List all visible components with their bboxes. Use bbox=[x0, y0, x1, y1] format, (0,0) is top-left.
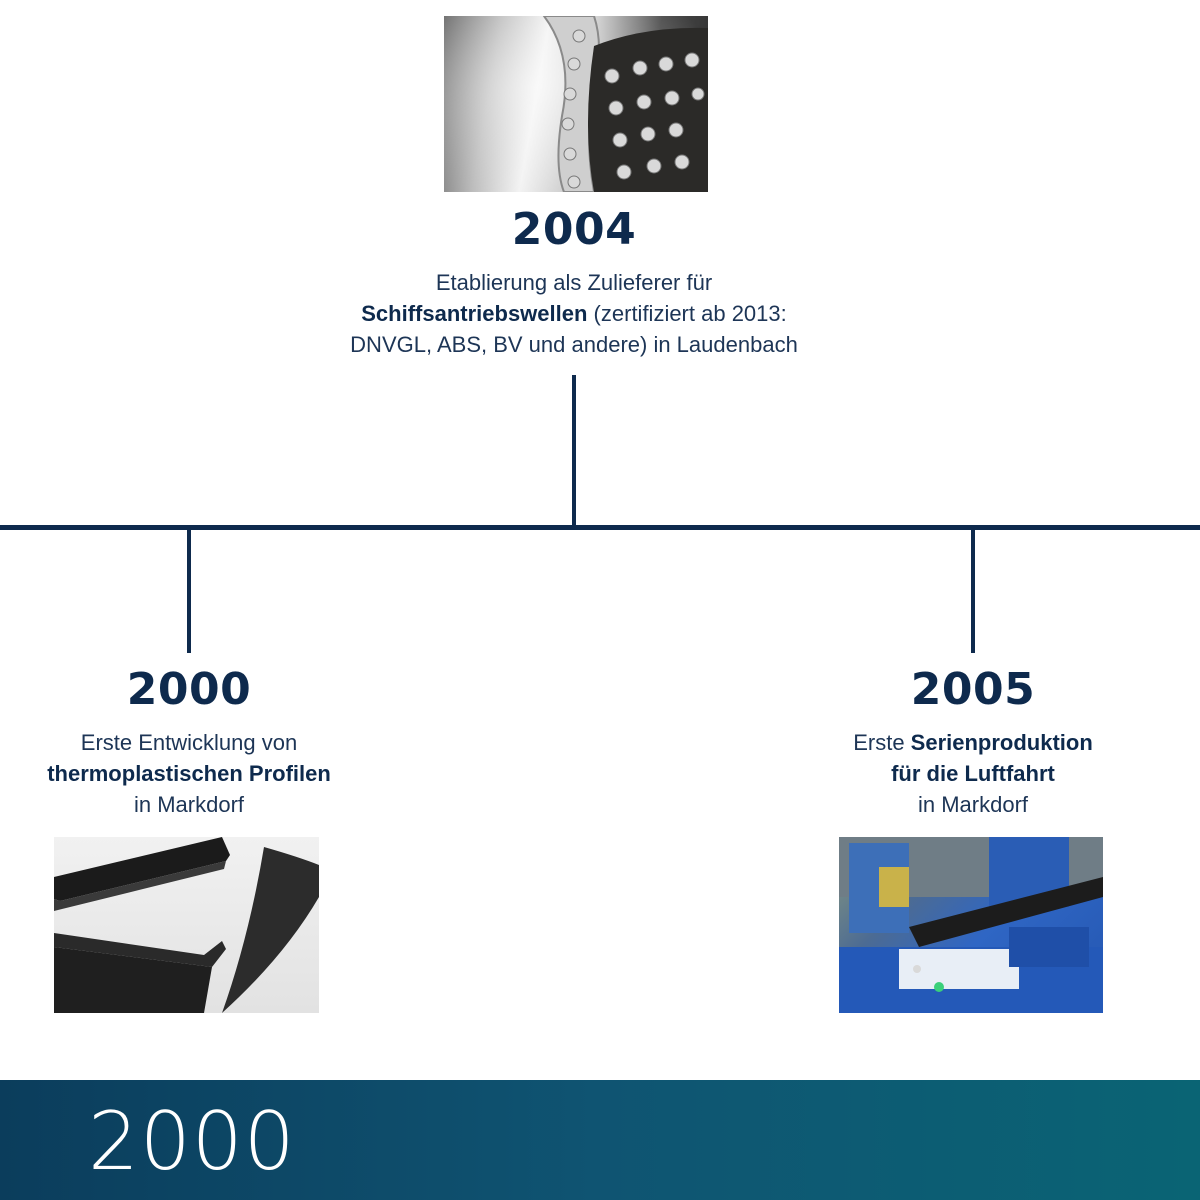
event-2005 bbox=[778, 664, 1168, 820]
connector-2000 bbox=[187, 530, 191, 653]
event-description-2004 bbox=[300, 267, 848, 360]
event-2005-highlight-1: Serienproduktion bbox=[910, 730, 1093, 755]
event-2004-line2-rest: (zertifiziert ab 2013: bbox=[587, 301, 787, 326]
event-2000-line3: in Markdorf bbox=[133, 792, 245, 817]
footer-band bbox=[0, 1080, 1200, 1200]
event-2000-line1: Erste Entwicklung von bbox=[80, 730, 298, 755]
event-year-2004: 2004 bbox=[511, 204, 637, 255]
event-2004-line1: Etablierung als Zulieferer für bbox=[435, 270, 713, 295]
timeline-axis bbox=[0, 525, 1200, 530]
connector-2005 bbox=[971, 530, 975, 653]
event-2005-highlight-2: für die Luftfahrt bbox=[891, 761, 1055, 786]
event-2000-line2 bbox=[0, 758, 378, 789]
connector-2004 bbox=[572, 375, 576, 527]
thermoplastic-profiles-photo bbox=[54, 837, 319, 1013]
event-year-2000: 2000 bbox=[126, 664, 252, 715]
event-2000 bbox=[0, 664, 378, 820]
event-2000-highlight: thermoplastischen Profilen bbox=[47, 761, 331, 786]
event-description-2005 bbox=[778, 727, 1168, 820]
event-2005-line1-plain: Erste bbox=[853, 730, 911, 755]
event-description-2000 bbox=[0, 727, 378, 820]
event-2004-highlight: Schiffsantriebswellen bbox=[361, 301, 588, 326]
event-2004-line2 bbox=[300, 298, 848, 329]
event-2005-line2 bbox=[778, 758, 1168, 789]
event-2004 bbox=[300, 204, 848, 360]
marine-drive-shaft-photo bbox=[444, 16, 708, 192]
production-machine-photo bbox=[839, 837, 1103, 1013]
event-2004-line3: DNVGL, ABS, BV und andere) in Laudenbach bbox=[350, 332, 798, 357]
footer-year: 2000 bbox=[88, 1095, 296, 1188]
event-2005-line1 bbox=[778, 727, 1168, 758]
event-year-2005: 2005 bbox=[910, 664, 1036, 715]
event-2005-line3: in Markdorf bbox=[917, 792, 1029, 817]
